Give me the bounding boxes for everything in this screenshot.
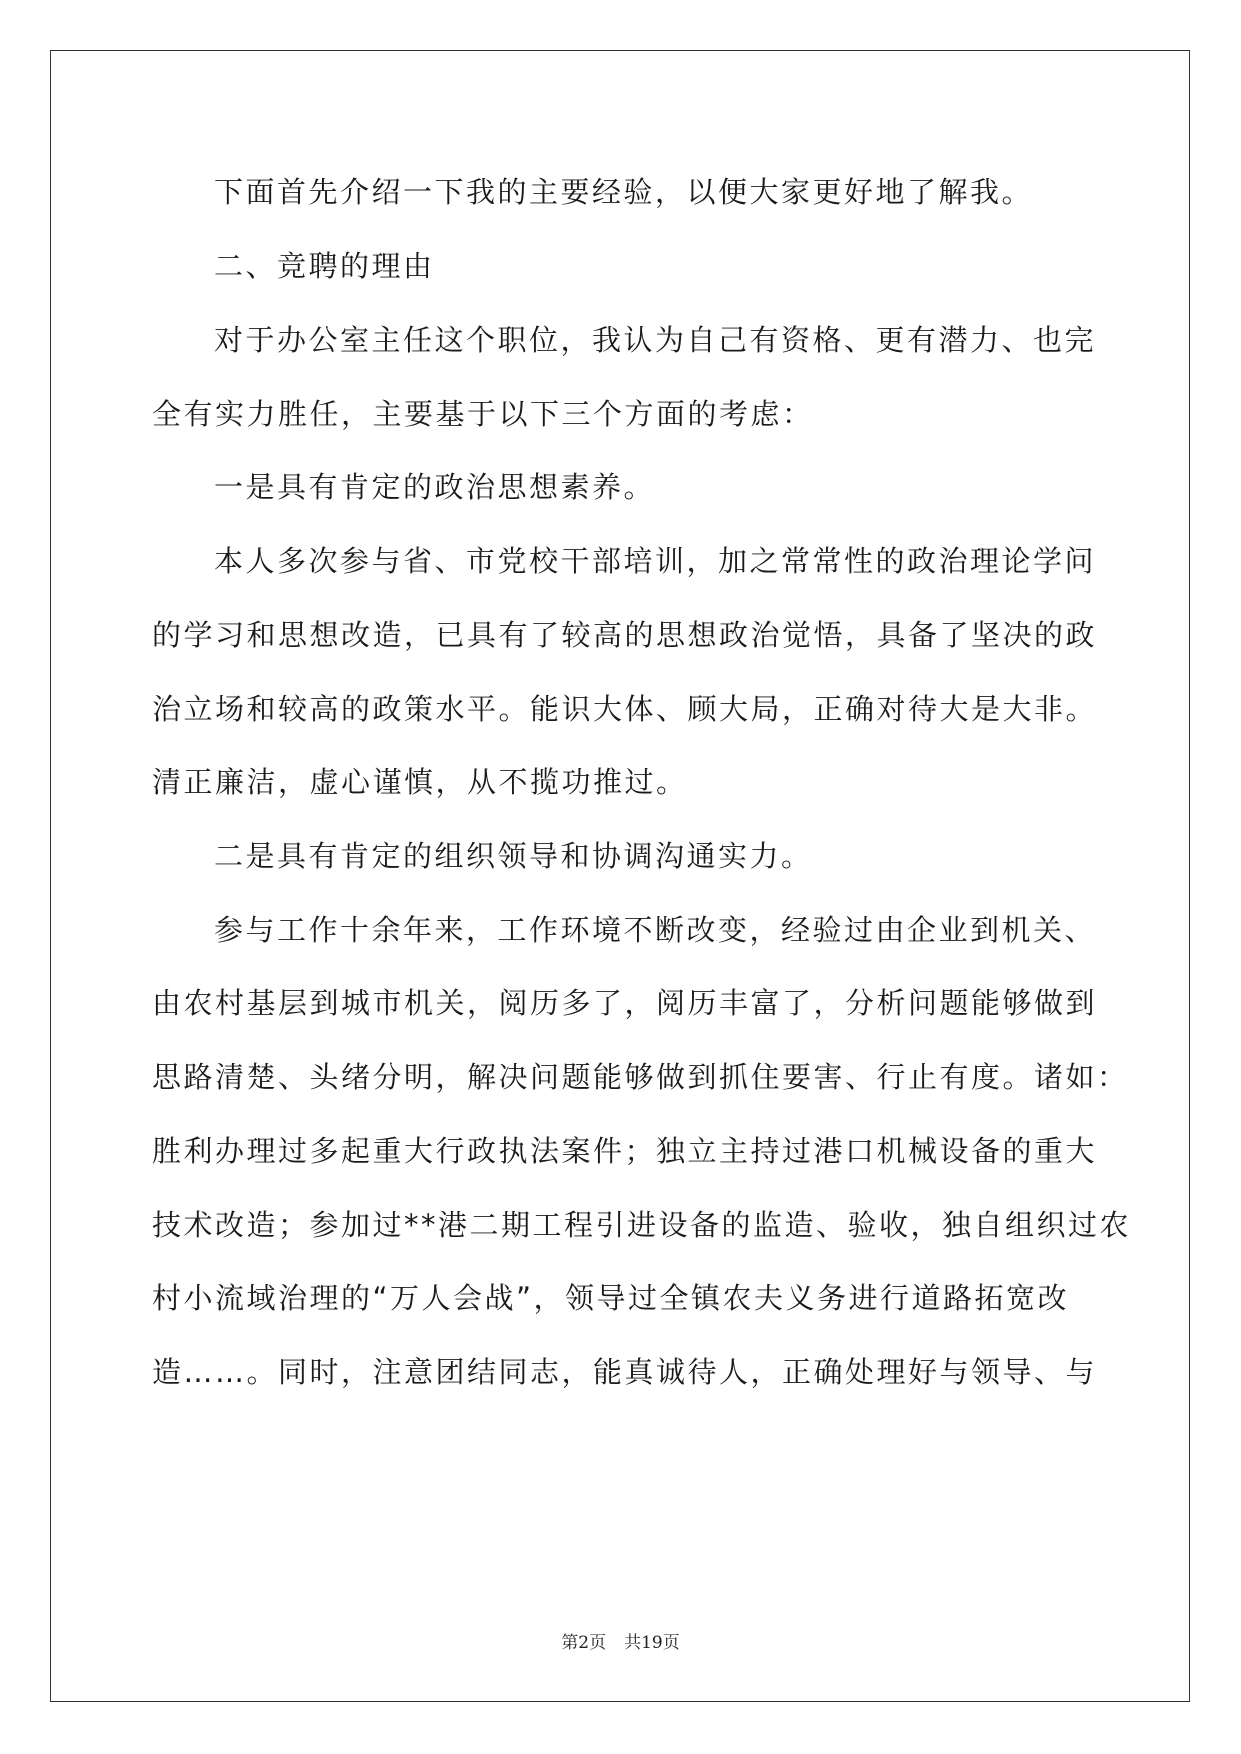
paragraph-line: 胜利办理过多起重大行政执法案件；独立主持过港口机械设备的重大 — [152, 1134, 1098, 1168]
paragraph-line: 的学习和思想改造，已具有了较高的思想政治觉悟，具备了坚决的政 — [152, 618, 1098, 652]
paragraph-line: 村小流域治理的“万人会战”，领导过全镇农夫义务进行道路拓宽改 — [152, 1281, 1070, 1315]
page-border — [50, 50, 1190, 1702]
paragraph-line: 一是具有肯定的政治思想素养。 — [214, 470, 656, 504]
paragraph-line: 二是具有肯定的组织领导和协调沟通实力。 — [214, 839, 813, 873]
section-heading: 二、竞聘的理由 — [214, 249, 435, 283]
paragraph-line: 本人多次参与省、市党校干部培训，加之常常性的政治理论学问 — [214, 544, 1097, 578]
paragraph-line: 思路清楚、头绪分明，解决问题能够做到抓住要害、行止有度。诸如： — [152, 1060, 1129, 1094]
paragraph-line: 造……。同时，注意团结同志，能真诚待人，正确处理好与领导、与 — [152, 1355, 1098, 1389]
paragraph-line: 下面首先介绍一下我的主要经验，以便大家更好地了解我。 — [214, 175, 1034, 209]
page-footer — [0, 1628, 1241, 1653]
page-number: 第2页 — [561, 1633, 607, 1653]
paragraph-line: 治立场和较高的政策水平。能识大体、顾大局，正确对待大是大非。 — [152, 692, 1098, 726]
paragraph-line: 对于办公室主任这个职位，我认为自己有资格、更有潜力、也完 — [214, 323, 1097, 357]
paragraph-line: 清正廉洁，虚心谨慎，从不揽功推过。 — [152, 765, 688, 799]
paragraph-line: 由农村基层到城市机关，阅历多了，阅历丰富了，分析问题能够做到 — [152, 986, 1098, 1020]
paragraph-line: 全有实力胜任，主要基于以下三个方面的考虑： — [152, 397, 814, 431]
paragraph-line: 技术改造；参加过**港二期工程引进设备的监造、验收，独自组织过农 — [152, 1208, 1132, 1242]
paragraph-line: 参与工作十余年来，工作环境不断改变，经验过由企业到机关、 — [214, 913, 1097, 947]
page-total: 共19页 — [624, 1633, 680, 1653]
